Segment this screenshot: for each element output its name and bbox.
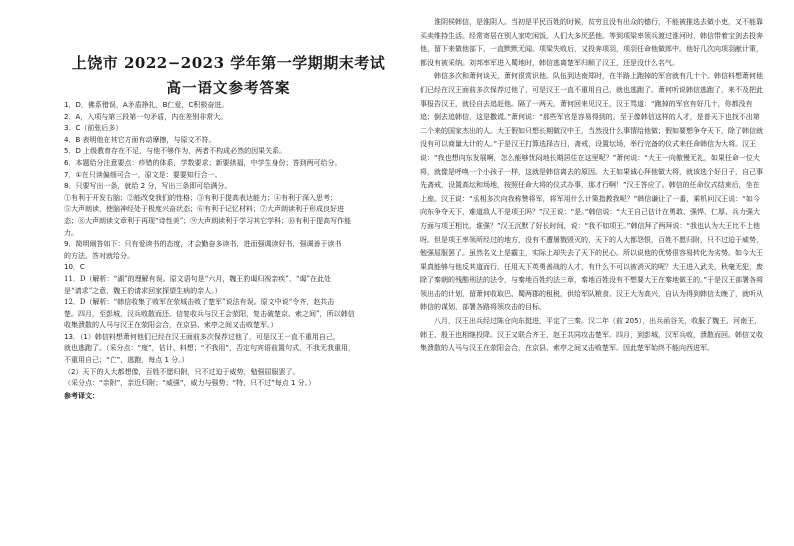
answer-line: 就也逃跑了。（采分点：“度”，估计、料想；“不我用”，否定句宾语前置句式，不我无我重用， bbox=[64, 344, 356, 353]
left-column bbox=[62, 0, 395, 546]
answer-line: 不重用自己；“亡”，逃跑，每点 1 分。） bbox=[64, 356, 189, 365]
answer-line: 8．只要写出一条，就给 2 分，写出三条即可给满分。 bbox=[64, 182, 232, 191]
answer-line: 7．①在只读偏细可合一，原文是：要要知行合一。 bbox=[64, 170, 222, 179]
translation-text bbox=[420, 16, 766, 356]
answer-line: 5．D 上级教育存在不足，与他不够作为，两者不构成必然的因果关系。 bbox=[64, 147, 287, 156]
answer-line: 10．C bbox=[64, 263, 85, 272]
translation-paragraph: 淮阴侯韩信，是淮阴人。当初是平民百姓的时候，贫穷且没有出众的德行，不能被推选去做小吏，又不能靠买卖维持生活。经常寄居在别人家吃闲饭，人们大多厌恶他。等到项梁率领兵渡过淮河时，韩信带着宝剑去投奔他，留下来做他部下，一直默默无闻。项梁失败后，又投奔项羽，项羽任命他做郎中。他好几次向项羽献计策，都没有被采纳。刘邦率军进入蜀地时，韩信逃离楚军归顺了汉王，还是没什么名气。 bbox=[420, 18, 763, 67]
answer-line: 收集溃散的人马与汉王在荥阳会合，在京县、索亭之间又击败楚军。） bbox=[64, 321, 278, 330]
translation-paragraph: 韩信多次和萧何谈天，萧何很赏识他。队伍到达南郑时，在半路上跑掉的军官就有几十个。韩信料想萧何他们已经在汉王面前多次保荐过他了，可是汉王一直不重用自己，就也逃跑了。萧何听说韩信逃跑了，来不及把此事报告汉王，就径自去追赶他。隔了一两天，萧何回来见汉王，汉王骂道：“跑掉的军官有好几十，你都没有追；倒去追韩信，这是撒谎。”萧何说：“那些军官是容易得到的。至于像韩信这样的人才，是普天下也找不出第二个来的国家杰出的人。大王假如只想长期做汉中王，当然没什么事情给他做；假如要想争夺天下，除了韩信就没有可以商量大计的人。”于是汉王打算选择吉日，斋戒，设置坛场，举行完备的仪式来任命韩信为大将。汉王说：“我也想向东发展啊，怎么能够忧闷地长期居住在这里呢？”萧何说：“大王一向傲慢无礼，如果任命一位大将，就像是呼唤一个小孩子一样，这就是韩信离去的原因。大王如果诚心拜他做大将，就该选个好日子，自己事先斋戒，设置高坛和场地，按照任命大将的仪式办事，那才行啊！”汉王答应了。韩信的任命仪式结束后，坐在上座。汉王说：“丞相多次向我称赞将军，将军用什么计策指教我呢？”韩信谦让了一番，乘机问汉王说：“如今向东争夺天下，难道敌人不是项王吗？”汉王说：“是。”韩信说：“大王自己估计在勇敢、强悍、仁厚、兵力强大方面与项王相比，谁强？”汉王沉默了好长时间，说：“我不如项王。”韩信拜了两拜说：“我也认为大王比不上他呀。但是项王率领所经过的地方，没有不遭屠戮毁灭的，天下的人大都怨恨，百姓不愿归附，只不过迫于威势，勉强屈服罢了。虽然名义上是霸主，实际上却失去了天下的民心。所以说他的优势很容易转化为劣势。如今大王果真能够与他反其道而行，任用天下英勇善战的人才，有什么不可以被消灭的呢？大王进入武关，秋毫无犯，废除了秦朝的残酷刑法的法令，与秦地百姓约法三章，秦地百姓没有不想要大王在秦地做王的。”于是汉王部署各将领出击的计划，留萧何收取巴、蜀两郡的租税，供给军队粮食。汉王大为高兴，自认为得到韩信太晚了，就听从韩信的谋划，部署各路将领攻击的目标。 bbox=[420, 72, 764, 312]
answer-line: 的方法。答对就给分。 bbox=[64, 251, 134, 260]
exam-title: 上饶市 2022−2023 学年第一学期期末考试 bbox=[71, 54, 386, 72]
answer-line: 12．D（解析：“韩信收集了败军在荥城击败了楚军”说法有误。原文中说“令齐，赵共击 bbox=[64, 298, 335, 307]
exam-subtitle: 高一语文参考答案 bbox=[166, 80, 291, 97]
answer-line: 是“请求”之意，魏王豹请求回家探望生病的亲人。） bbox=[64, 286, 222, 295]
answer-line: 2．A，入项与第三段第一句矛盾，内在差别非常大。 bbox=[64, 112, 228, 121]
answer-list bbox=[64, 100, 394, 401]
answer-line: ①有利于开发右脑；②能改变我们的性格；③有利于提高表达能力；④有利于深入思考； bbox=[64, 193, 337, 202]
answer-line: ⑤大声朗读，使脑神经处于极度兴奋状态；⑥有利于记忆材料；⑦大声朗读利于形成良好进 bbox=[64, 205, 344, 214]
answer-line: 11．D（解析：“湖”的理解有误。原文语句是“六月，魏王豹谒归视亲疾”，“谒”在此处 bbox=[64, 274, 331, 283]
reference-translation-label: 参考译文： bbox=[64, 390, 99, 400]
answer-line: 3．C（前张后多） bbox=[64, 124, 123, 133]
answer-line: 楚。四月，至彭城，汉兵败散而还。信复收兵与汉王会荥阳，复击破楚京、索之间”，所以韩信 bbox=[64, 309, 355, 318]
answer-line: 态；⑧大声朗读文章利于再现“诗性美”；⑨大声朗读利于学习其它学科；⑩有利于提高写作能 bbox=[64, 216, 352, 225]
answer-line: （2）天下的人大都想像，百姓不愿归附，只不过迫于威势，勉强屈服罢了。 bbox=[64, 367, 300, 376]
answer-line: （采分点：“亲附”，亲近归附；“威强”，威力与强势；“特，只不过”每点 1 分。） bbox=[64, 379, 316, 388]
answer-line: 4．B 表明他在其它方面有动摩擦，与原文不符。 bbox=[64, 135, 216, 144]
answer-line: 力。 bbox=[64, 228, 78, 237]
translation-paragraph: 八月，汉王出兵经过陈仓向东挺进，平定了三秦。汉二年（前 205），出兵函谷关，收服了魏王、河南王，韩王、殷王也相继投降。汉王又联合齐王，赵王共同攻击楚军。四月，到彭城，汉军兵败，溃散而回。韩信又收集溃散的人马与汉王在荥阳会合，在京县、索亭之间又击败楚军。因此楚军始终不能向西进军。 bbox=[420, 317, 763, 353]
answer-line: 6．本题给分注意要点：疹错的体系，学数要求；新要拱福，中学生身份；答到两可给分。 bbox=[64, 158, 342, 167]
answer-line: 9．简明阐答如下：只有爱读书的态度，才会勤奋多读书，进而强调读好书，强调善于读书 bbox=[64, 240, 342, 249]
answer-line: 13．（1）韩信料想萧何他们已经在汉王面前多次保荐过他了，可是汉王一直不重用自己， bbox=[64, 332, 340, 341]
answer-line: 1．D，佛系错误，A矛盾挣扎，B仁爱，C积极奋进。 bbox=[64, 101, 229, 109]
right-column bbox=[420, 0, 766, 546]
